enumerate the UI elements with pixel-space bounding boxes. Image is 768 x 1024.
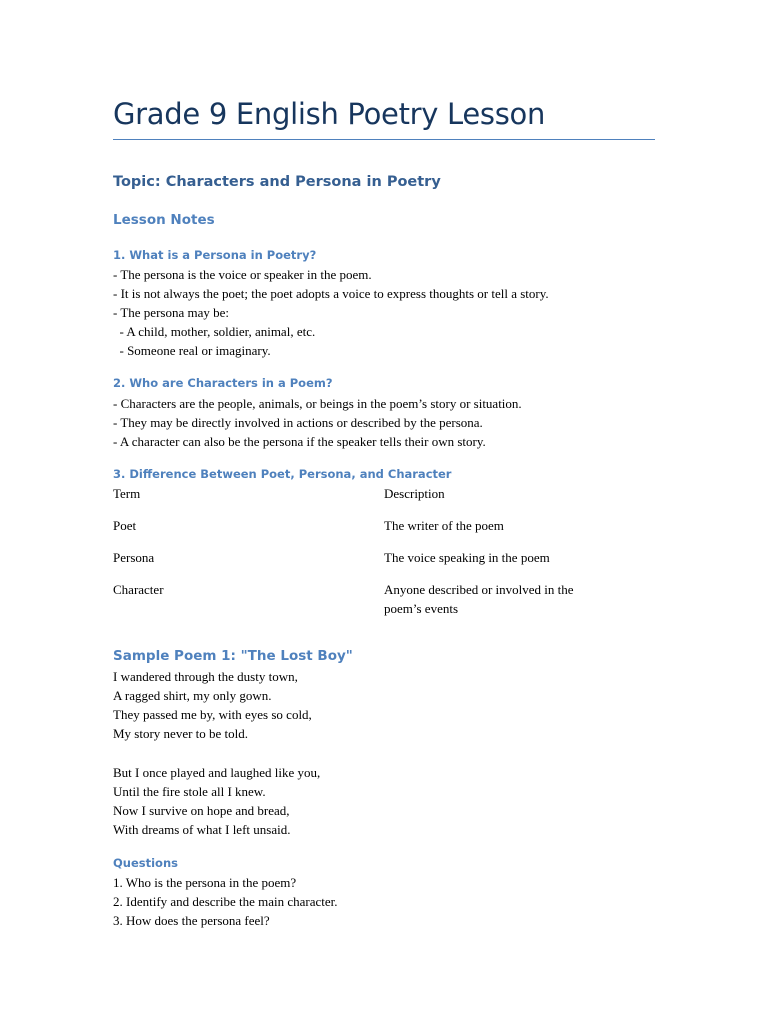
table-cell-term: Character [113, 582, 164, 597]
poem-line: Until the fire stole all I knew. [113, 784, 266, 800]
section-2-line: - They may be directly involved in actions or described by the persona. [113, 415, 483, 431]
section-1-line: - Someone real or imaginary. [113, 343, 271, 359]
poem-line: Now I survive on hope and bread, [113, 803, 290, 819]
table-header-description: Description [384, 486, 445, 501]
section-1-heading: 1. What is a Persona in Poetry? [113, 248, 317, 262]
table-cell-description: The voice speaking in the poem [384, 550, 550, 565]
poem-stanza-1 [113, 667, 312, 743]
poem-line: But I once played and laughed like you, [113, 765, 321, 780]
poem-line: My story never to be told. [113, 726, 249, 742]
questions-list [113, 873, 338, 930]
question-item: 1. Who is the persona in the poem? [113, 875, 297, 890]
section-2-line: - A character can also be the persona if the speaker tells their own story. [113, 434, 486, 450]
section-3-heading: 3. Difference Between Poet, Persona, and Character [113, 467, 452, 481]
questions-heading: Questions [113, 856, 178, 870]
section-1-text [113, 265, 549, 360]
poem-heading: Sample Poem 1: "The Lost Boy" [113, 648, 353, 664]
question-item: 3. How does the persona feel? [113, 913, 270, 929]
table-cell-description: The writer of the poem [384, 518, 504, 533]
question-item: 2. Identify and describe the main character. [113, 894, 338, 910]
topic-heading: Topic: Characters and Persona in Poetry [113, 174, 441, 190]
lesson-notes-heading: Lesson Notes [113, 212, 215, 228]
poem-stanza-2 [113, 763, 320, 839]
section-2-text [113, 394, 522, 451]
table-cell-description: Anyone described or involved in the poem’s events [384, 582, 574, 616]
section-1-line: - It is not always the poet; the poet adopts a voice to express thoughts or tell a story. [113, 286, 549, 302]
table-cell-term: Poet [113, 518, 137, 533]
section-1-line: - A child, mother, soldier, animal, etc. [113, 324, 316, 340]
poem-line: I wandered through the dusty town, [113, 669, 298, 684]
table-cell-term: Persona [113, 550, 155, 565]
poem-line: They passed me by, with eyes so cold, [113, 707, 312, 723]
section-2-line: - Characters are the people, animals, or beings in the poem’s story or situation. [113, 396, 522, 411]
table-header-term: Term [113, 486, 141, 501]
title-divider [113, 139, 655, 140]
document-title: Grade 9 English Poetry Lesson [113, 97, 546, 131]
section-1-line: - The persona is the voice or speaker in the poem. [113, 267, 372, 282]
poem-line: A ragged shirt, my only gown. [113, 688, 272, 704]
section-1-line: - The persona may be: [113, 305, 229, 321]
section-2-heading: 2. Who are Characters in a Poem? [113, 376, 333, 390]
poem-line: With dreams of what I left unsaid. [113, 822, 291, 838]
